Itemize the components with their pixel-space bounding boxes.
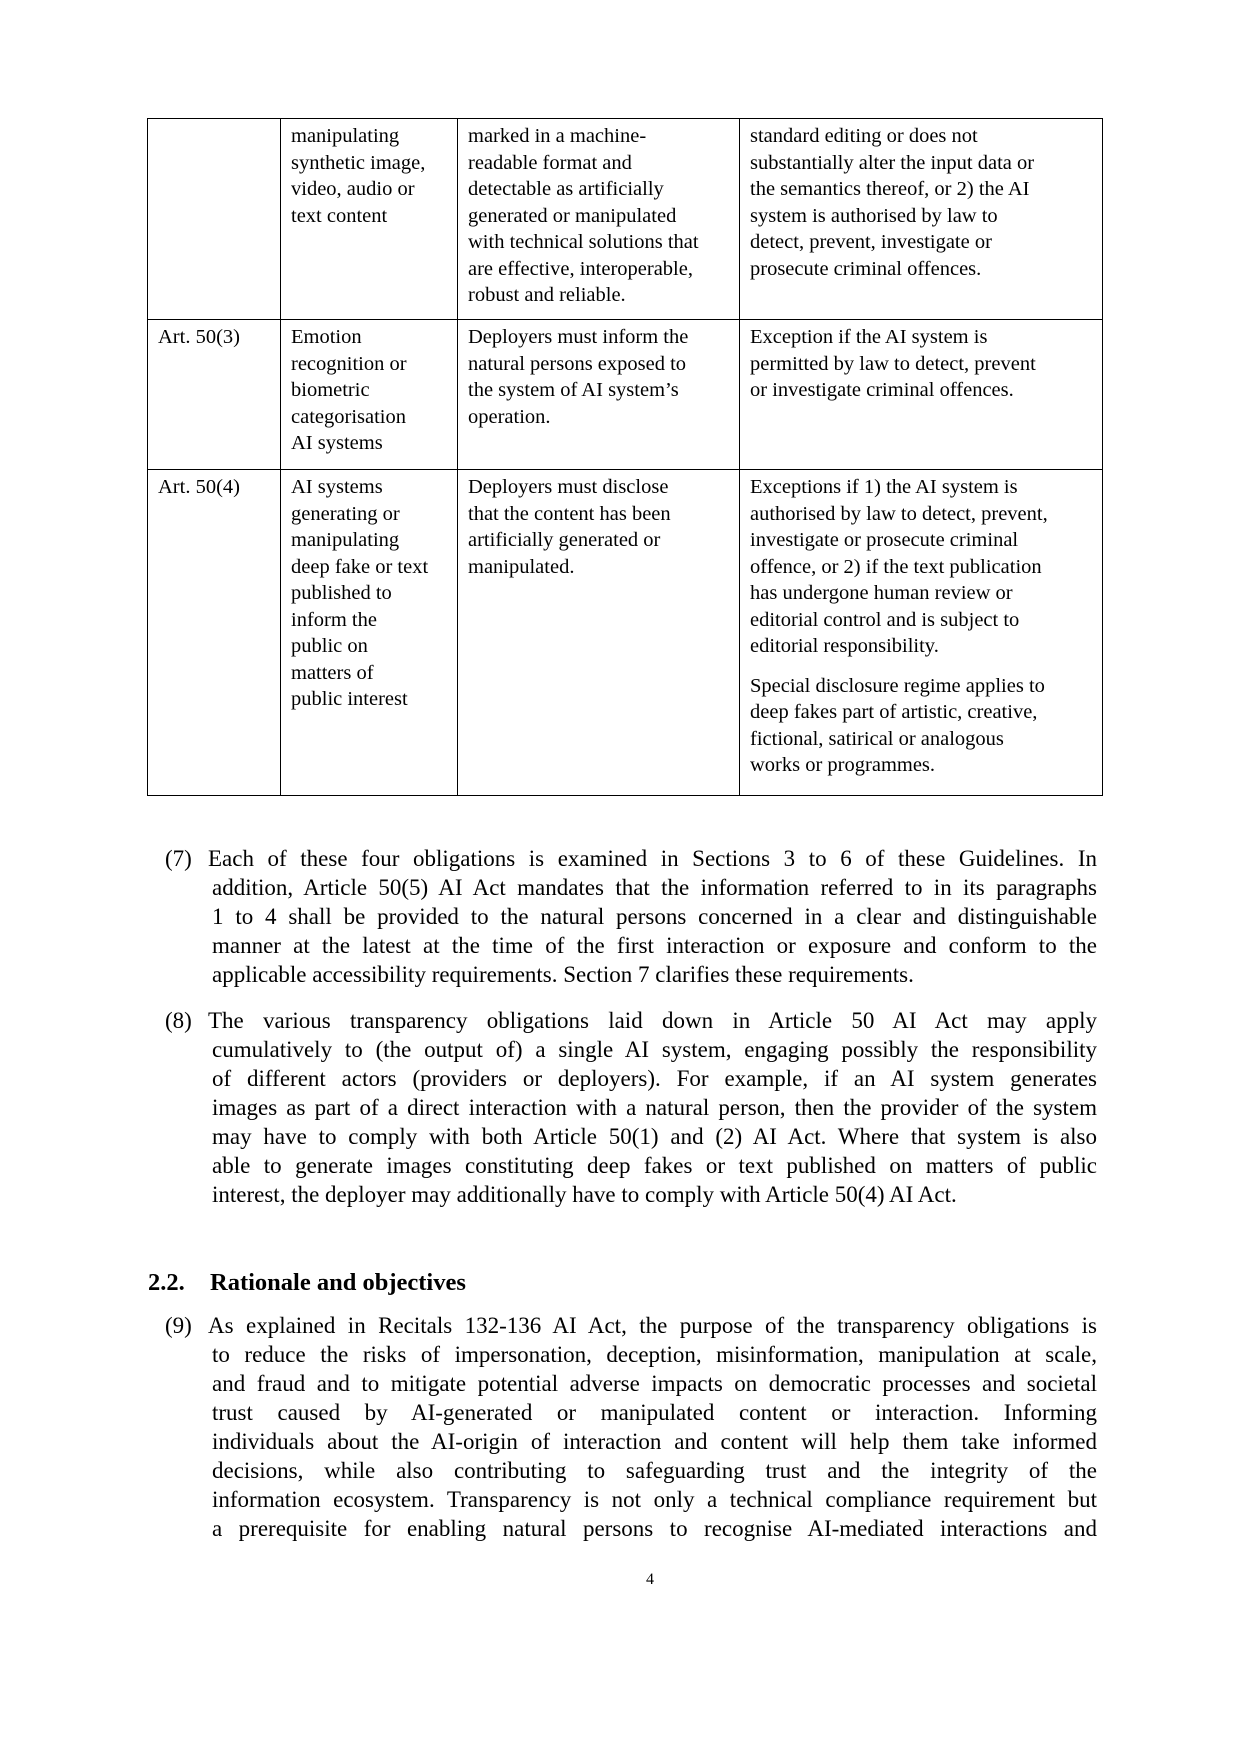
paragraph-line: to reduce the risks of impersonation, deception, misinformation, manipulation at scale, xyxy=(212,1342,1097,1367)
exceptions-cell xyxy=(740,119,1103,320)
paragraph-line: trust caused by AI-generated or manipulated content or interaction. Informing xyxy=(212,1400,1097,1425)
cell-text-line: manipulated. xyxy=(468,555,575,578)
cell-text-line: system is authorised by law to xyxy=(750,204,998,227)
table-row xyxy=(148,119,1103,320)
cell-text-line: video, audio or xyxy=(291,178,415,200)
cell-text-line: text content xyxy=(291,204,388,227)
cell-text-line: detect, prevent, investigate or xyxy=(750,231,992,253)
cell-text-line: with technical solutions that xyxy=(468,231,699,253)
paragraph-number: (7) xyxy=(165,846,192,871)
cell-text-line: AI systems xyxy=(291,432,383,454)
paragraph-line: decisions, while also contributing to safeguarding trust and the integrity of the xyxy=(212,1458,1097,1483)
system-cell xyxy=(281,470,458,796)
cell-text-line: standard editing or does not xyxy=(750,125,978,147)
cell-text-line: synthetic image, xyxy=(291,151,426,174)
article-cell xyxy=(148,470,281,796)
table-row xyxy=(148,320,1103,470)
paragraph-line: addition, Article 50(5) AI Act mandates that the information referred to in its paragraphs xyxy=(212,875,1097,900)
paragraph-line: 1 to 4 shall be provided to the natural persons concerned in a clear and distinguishable xyxy=(212,904,1097,929)
table-row xyxy=(148,470,1103,796)
paragraph-line: a prerequisite for enabling natural persons to recognise AI-mediated interactions and xyxy=(212,1516,1097,1541)
cell-text-line: Exception if the AI system is xyxy=(750,326,988,348)
cell-text-line: editorial control and is subject to xyxy=(750,608,1020,631)
cell-text-line: offence, or 2) if the text publication xyxy=(750,555,1042,578)
cell-text-line: Art. 50(4) xyxy=(158,476,240,498)
system-cell xyxy=(281,320,458,470)
cell-text-line: Art. 50(3) xyxy=(158,326,240,348)
cell-text-line: artificially generated or xyxy=(468,529,661,551)
paragraph-line: The various transparency obligations laid down in Article 50 AI Act may apply xyxy=(208,1008,1097,1033)
paragraph-line: manner at the latest at the time of the first interaction or exposure and conform to the xyxy=(212,933,1097,958)
cell-text-line: Deployers must inform the xyxy=(468,326,689,348)
cell-text-line: marked in a machine- xyxy=(468,125,647,147)
exceptions-cell xyxy=(740,470,1103,796)
cell-text-line: authorised by law to detect, prevent, xyxy=(750,502,1048,525)
obligation-cell xyxy=(458,470,740,796)
paragraph-number: (8) xyxy=(165,1008,192,1033)
paragraph-line: may have to comply with both Article 50(1) and (2) AI Act. Where that system is also xyxy=(212,1124,1097,1149)
cell-text-line: or investigate criminal offences. xyxy=(750,379,1014,401)
cell-text-line: editorial responsibility. xyxy=(750,635,939,657)
paragraph-line: images as part of a direct interaction with a natural person, then the provider of the system xyxy=(212,1095,1097,1120)
article-cell xyxy=(148,119,281,320)
cell-text-line: published to xyxy=(291,582,392,604)
paragraph-9 xyxy=(165,1311,1097,1543)
cell-text-line: manipulating xyxy=(291,125,400,147)
obligations-table xyxy=(147,118,1103,796)
cell-text-line: fictional, satirical or analogous xyxy=(750,727,1004,750)
cell-text-line: categorisation xyxy=(291,405,406,428)
cell-text-line: Deployers must disclose xyxy=(468,476,669,498)
paragraph-gap xyxy=(750,660,1092,673)
obligation-cell xyxy=(458,119,740,320)
cell-text-line: that the content has been xyxy=(468,502,671,525)
section-title: Rationale and objectives xyxy=(210,1269,466,1296)
cell-text-line: Special disclosure regime applies to xyxy=(750,674,1045,697)
cell-text-line: manipulating xyxy=(291,529,400,551)
cell-text-line: matters of xyxy=(291,661,374,684)
cell-text-line: the system of AI system’s xyxy=(468,379,679,401)
cell-text-line: readable format and xyxy=(468,151,632,174)
cell-text-line: deep fake or text xyxy=(291,555,429,578)
paragraph-number: (9) xyxy=(165,1313,192,1338)
section-number: 2.2. xyxy=(148,1269,185,1296)
cell-text-line: natural persons exposed to xyxy=(468,352,687,375)
paragraph-line: of different actors (providers or deployers). For example, if an AI system generates xyxy=(212,1066,1097,1091)
paragraph-line: information ecosystem. Transparency is not only a technical compliance requirement but xyxy=(212,1487,1097,1512)
page-number: 4 xyxy=(646,1571,654,1588)
obligation-cell xyxy=(458,320,740,470)
cell-text-line: public interest xyxy=(291,688,408,710)
paragraph-line: individuals about the AI-origin of interaction and content will help them take informed xyxy=(212,1429,1097,1454)
cell-text-line: prosecute criminal offences. xyxy=(750,257,982,280)
paragraph-line: interest, the deployer may additionally have to comply with Article 50(4) AI Act. xyxy=(212,1182,957,1207)
cell-text-line: deep fakes part of artistic, creative, xyxy=(750,701,1038,723)
paragraph-line: cumulatively to (the output of) a single AI system, engaging possibly the responsibility xyxy=(212,1037,1097,1062)
paragraph-line: able to generate images constituting deep fakes or text published on matters of public xyxy=(212,1153,1097,1178)
cell-text-line: recognition or xyxy=(291,352,407,375)
cell-text-line: investigate or prosecute criminal xyxy=(750,529,1019,551)
cell-text-line: Exceptions if 1) the AI system is xyxy=(750,476,1018,498)
cell-text-line: the semantics thereof, or 2) the AI xyxy=(750,178,1030,200)
cell-text-line: detectable as artificially xyxy=(468,178,664,200)
section-heading xyxy=(148,1269,466,1297)
cell-text-line: AI systems xyxy=(291,476,383,498)
paragraph-line: and fraud and to mitigate potential adverse impacts on democratic processes and societal xyxy=(212,1371,1097,1396)
cell-text-line: robust and reliable. xyxy=(468,284,626,306)
cell-text-line: biometric xyxy=(291,379,370,401)
paragraph-7 xyxy=(165,844,1097,989)
paragraph-line: applicable accessibility requirements. Section 7 clarifies these requirements. xyxy=(212,962,914,987)
paragraph-line: Each of these four obligations is examined in Sections 3 to 6 of these Guidelines. In xyxy=(208,846,1097,871)
paragraph-line: As explained in Recitals 132-136 AI Act, the purpose of the transparency obligations is xyxy=(208,1313,1097,1338)
exceptions-cell xyxy=(740,320,1103,470)
cell-text-line: generating or xyxy=(291,502,400,525)
cell-text-line: works or programmes. xyxy=(750,754,936,776)
cell-text-line: are effective, interoperable, xyxy=(468,257,693,280)
cell-text-line: Emotion xyxy=(291,326,362,348)
cell-text-line: public on xyxy=(291,635,368,657)
cell-text-line: substantially alter the input data or xyxy=(750,151,1035,174)
cell-text-line: permitted by law to detect, prevent xyxy=(750,352,1036,375)
cell-text-line: inform the xyxy=(291,608,377,631)
cell-text-line: generated or manipulated xyxy=(468,204,677,227)
paragraph-8 xyxy=(165,1006,1097,1209)
cell-text-line: operation. xyxy=(468,405,551,428)
article-cell xyxy=(148,320,281,470)
system-cell xyxy=(281,119,458,320)
cell-text-line: has undergone human review or xyxy=(750,582,1013,604)
